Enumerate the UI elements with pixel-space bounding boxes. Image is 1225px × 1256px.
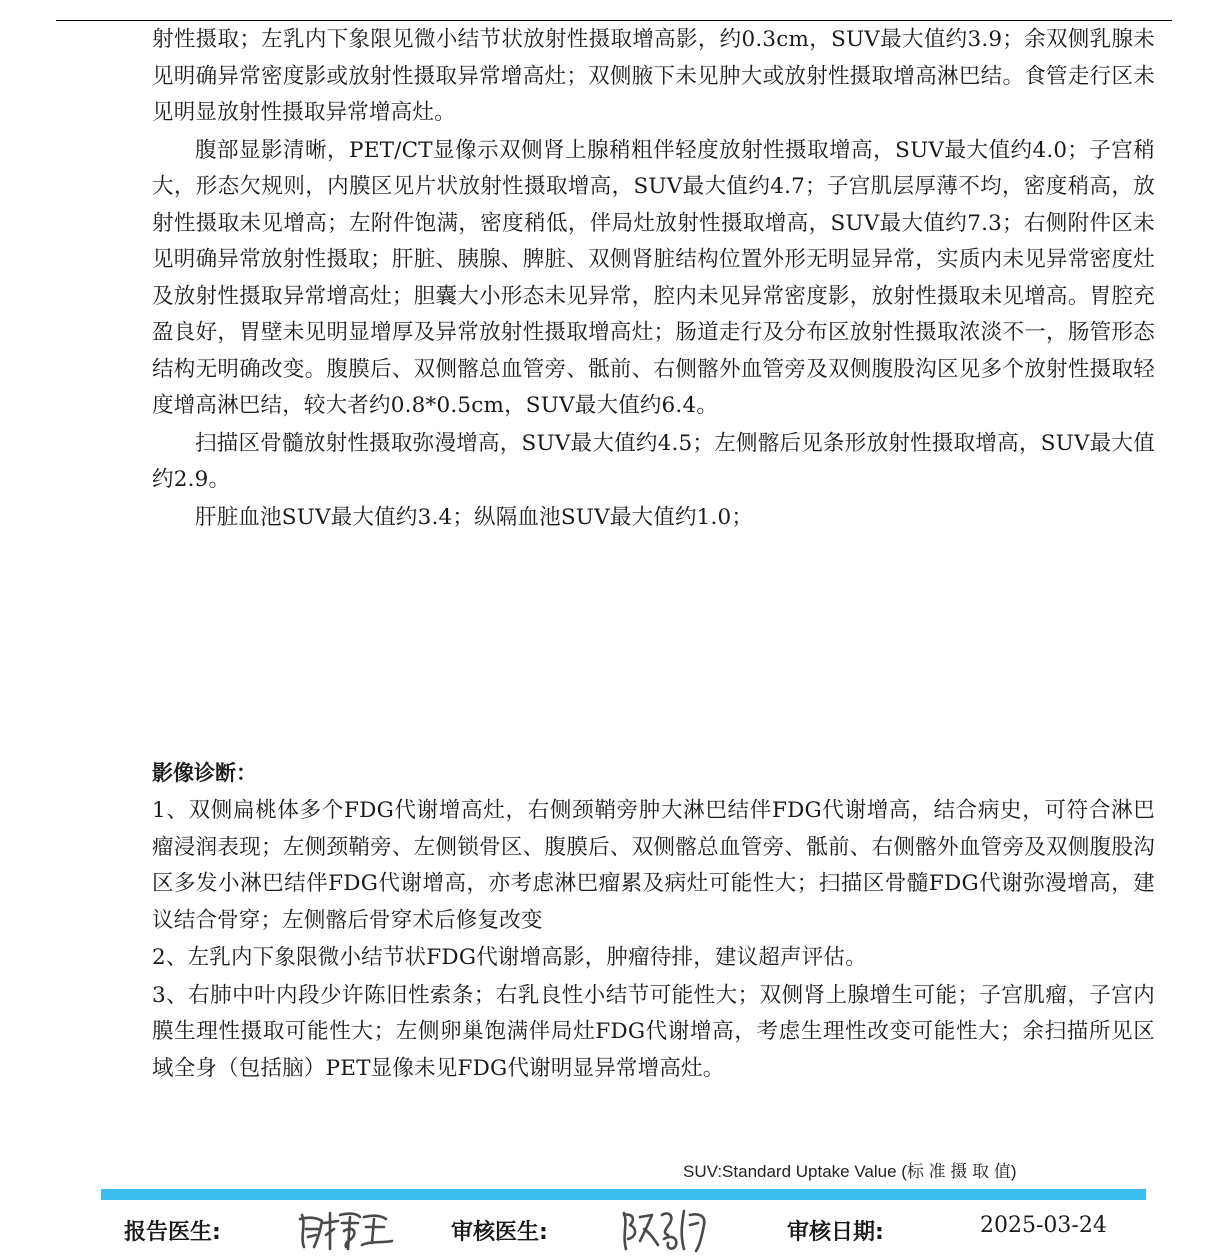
review-date-label: 审核日期:	[787, 1220, 884, 1245]
review-date-value: 2025-03-24	[980, 1213, 1107, 1238]
footer-accent-bar	[101, 1189, 1146, 1200]
findings-paragraph-abdomen: 腹部显影清晰，PET/CT显像示双侧肾上腺稍粗伴轻度放射性摄取增高，SUV最大值约4.0；子宫稍大，形态欠规则，内膜区见片状放射性摄取增高，SUV最大值约4.7；子宫肌层厚薄不均，密度稍高，放射性摄取未见增高；左附件饱满，密度稍低，伴局灶放射性摄取增高，SUV最大值约7.3；右侧附件区未见明确异常放射性摄取；肝脏、胰腺、脾脏、双侧肾脏结构位置外形无明显异常，实质内未见异常密度灶及放射性摄取异常增高灶；胆囊大小形态未见异常，腔内未见异常密度影，放射性摄取未见增高。胃腔充盈良好，胃壁未见明显增厚及异常放射性摄取增高灶；肠道走行及分布区放射性摄取浓淡不一，肠管形态结构无明确改变。腹膜后、双侧髂总血管旁、骶前、右侧髂外血管旁及双侧腹股沟区见多个放射性摄取轻度增高淋巴结，较大者约0.8*0.5cm，SUV最大值约6.4。	[152, 137, 1155, 418]
top-rule	[56, 20, 1172, 21]
findings-paragraph-blood-pool: 肝脏血池SUV最大值约3.4；纵隔血池SUV最大值约1.0；	[195, 504, 754, 530]
suv-footnote: SUV:Standard Uptake Value (标 准 摄 取 值)	[683, 1162, 1017, 1181]
reviewer-signature-image	[618, 1205, 714, 1255]
diagnosis-item-3: 3、右肺中叶内段少许陈旧性索条；右乳良性小结节可能性大；双侧肾上腺增生可能；子宫肌瘤，子宫内膜生理性摄取可能性大；左侧卵巢饱满伴局灶FDG代谢增高，考虑生理性改变可能性大；余扫描所见区域全身（包括脑）PET显像未见FDG代谢明显异常增高灶。	[152, 982, 1155, 1081]
reporter-signature-image	[294, 1205, 398, 1253]
findings-paragraph-bone-marrow: 扫描区骨髓放射性摄取弥漫增高，SUV最大值约4.5；左侧髂后见条形放射性摄取增高，SUV最大值约2.9。	[152, 430, 1155, 492]
findings-section	[152, 22, 1155, 537]
findings-paragraph-breast: 射性摄取；左乳内下象限见微小结节状放射性摄取增高影，约0.3cm，SUV最大值约3.9；余双侧乳腺未见明确异常密度影或放射性摄取异常增高灶；双侧腋下未见肿大或放射性摄取增高淋巴结。食管走行区未见明显放射性摄取异常增高灶。	[152, 27, 1155, 125]
diagnosis-item-2: 2、左乳内下象限微小结节状FDG代谢增高影，肿瘤待排，建议超声评估。	[152, 945, 867, 970]
reporter-label: 报告医生:	[124, 1220, 221, 1245]
diagnosis-section	[152, 755, 1155, 1088]
diagnosis-heading: 影像诊断：	[152, 761, 257, 785]
signature-footer	[0, 1205, 1225, 1256]
diagnosis-item-1: 1、双侧扁桃体多个FDG代谢增高灶，右侧颈鞘旁肿大淋巴结伴FDG代谢增高，结合病史，可符合淋巴瘤浸润表现；左侧颈鞘旁、左侧锁骨区、腹膜后、双侧髂总血管旁、骶前、右侧髂外血管旁及双侧腹股沟区多发小淋巴结伴FDG代谢增高，亦考虑淋巴瘤累及病灶可能性大；扫描区骨髓FDG代谢弥漫增高，建议结合骨穿；左侧髂后骨穿术后修复改变	[152, 798, 1155, 933]
reviewer-label: 审核医生:	[451, 1220, 548, 1245]
